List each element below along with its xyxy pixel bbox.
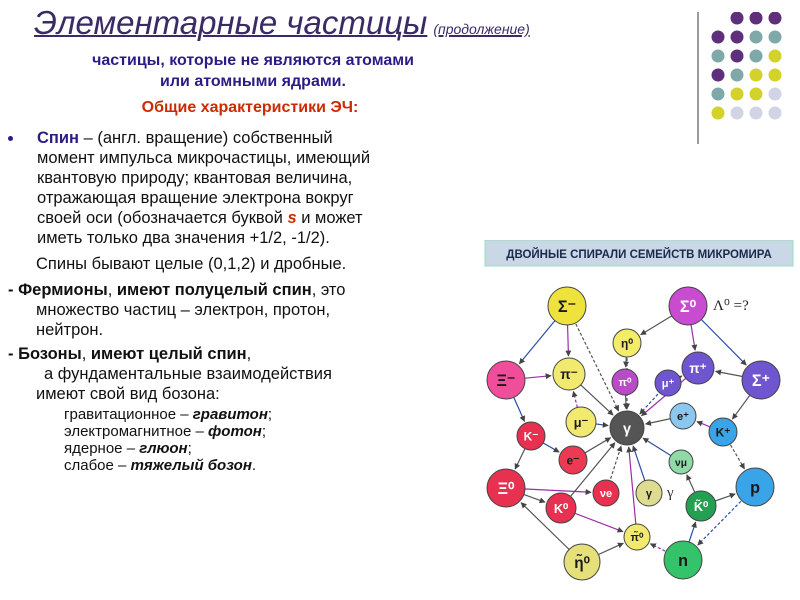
gamma-label: γ — [667, 485, 674, 501]
decorative-dot — [769, 50, 782, 63]
particle-label: K⁰ — [553, 500, 569, 516]
particle-label: Σ⁺ — [751, 372, 771, 391]
spin-line-3: квантовую природу; квантовая величина, — [37, 169, 353, 187]
slide-title — [34, 4, 530, 42]
decorative-dot — [769, 12, 782, 25]
particle-node — [664, 541, 702, 579]
spin-kinds: Спины бывают целые (0,1,2) и дробные. — [36, 255, 347, 273]
diagram-banner-text: ДВОЙНЫЕ СПИРАЛИ СЕМЕЙСТВ МИКРОМИРА — [506, 249, 772, 261]
decorative-dot — [712, 31, 725, 44]
particle-node — [736, 468, 774, 506]
decorative-dot — [750, 69, 763, 82]
particle-label: π⁰ — [618, 377, 632, 390]
spin-line-1: – (англ. вращение) собственный — [79, 129, 333, 147]
particle-node — [553, 358, 585, 390]
particle-node — [709, 418, 737, 446]
boson-punct: . — [251, 457, 257, 474]
particle-node — [682, 352, 714, 384]
slide-title-main: Элементарные частицы — [34, 4, 428, 41]
boson-name: гравитон — [192, 406, 268, 423]
boson-punct: ; — [187, 440, 192, 457]
intro-line-2: или атомными ядрами. — [160, 73, 346, 90]
particle-node — [742, 361, 780, 399]
particle-node — [612, 369, 638, 395]
particle-node — [686, 491, 716, 521]
particle-node — [593, 480, 619, 506]
spin-line-5a: своей оси (обозначается буквой — [37, 209, 288, 227]
fermions-line-3: нейтрон. — [36, 321, 104, 339]
decorative-dot — [750, 31, 763, 44]
bullet-dot — [8, 136, 13, 141]
fermions-block — [8, 280, 498, 340]
diagram-nodes — [487, 287, 780, 580]
decorative-dot — [731, 12, 744, 25]
particle-label: η⁰ — [620, 336, 634, 351]
spin-letter: s — [287, 209, 297, 227]
boson-name: фотон — [208, 423, 262, 440]
boson-kind: электромагнитное – — [64, 423, 209, 440]
particle-node — [517, 422, 545, 450]
particle-node — [566, 407, 596, 437]
boson-kind: слабое – — [64, 457, 131, 474]
particle-label: π̃⁰ — [630, 532, 644, 545]
bosons-block — [8, 344, 498, 404]
fermions-spin: имеют полуцелый спин — [116, 281, 312, 299]
boson-item — [64, 440, 498, 457]
spin-line-2: момент импульса микрочастицы, имеющий — [37, 149, 371, 167]
decorative-dot — [731, 69, 744, 82]
spin-line-5b: и может — [296, 209, 363, 227]
particle-label: νμ — [675, 457, 687, 469]
particle-label: Ξ⁰ — [497, 480, 515, 499]
particle-label: π⁺ — [689, 361, 707, 377]
boson-name: тяжелый бозон — [130, 457, 252, 474]
particle-label: e⁺ — [677, 411, 689, 424]
boson-name: глюон — [139, 440, 188, 457]
spin-line-4: отражающая вращение электрона вокруг — [37, 189, 354, 207]
fermions-tail: , это — [311, 281, 346, 299]
particle-node — [548, 287, 586, 325]
boson-item — [64, 457, 498, 474]
decorative-dot — [769, 31, 782, 44]
particle-label: n — [678, 552, 688, 571]
particle-node — [669, 287, 707, 325]
decorative-dot — [731, 50, 744, 63]
particle-node — [487, 469, 525, 507]
boson-list — [64, 406, 498, 474]
decorative-dot — [750, 50, 763, 63]
particle-node — [559, 446, 587, 474]
particle-node — [564, 544, 600, 580]
boson-punct: ; — [267, 406, 273, 423]
boson-item — [64, 406, 498, 423]
boson-kind: гравитационное – — [64, 406, 193, 423]
decorative-dot — [769, 107, 782, 120]
particle-node — [636, 480, 662, 506]
decorative-dot — [769, 69, 782, 82]
decorative-dot — [712, 69, 725, 82]
particle-label: K⁻ — [523, 429, 539, 444]
intro-text — [18, 50, 488, 92]
particle-node — [624, 524, 650, 550]
fermions-sep: , — [107, 281, 117, 299]
decorative-dot-grid — [710, 12, 800, 132]
particle-label: μ⁺ — [661, 378, 675, 391]
decorative-dot — [712, 88, 725, 101]
decorative-dot — [750, 88, 763, 101]
decorative-dot — [712, 50, 725, 63]
intro-line-1: частицы, которые не являются атомами — [92, 52, 414, 69]
slide-title-sub: (продолжение) — [433, 21, 530, 37]
bosons-tail: , — [246, 345, 252, 363]
particle-node — [487, 361, 525, 399]
bosons-sep: , — [81, 345, 91, 363]
spin-term: Спин — [37, 129, 79, 147]
fermions-term: - Фермионы — [8, 281, 108, 299]
particle-label: γ — [645, 488, 653, 501]
spin-definition — [37, 128, 498, 248]
bosons-term: - Бозоны — [8, 345, 82, 363]
lambda-label: Λ⁰ =? — [713, 298, 749, 314]
spin-line-6: иметь только два значения +1/2, -1/2). — [37, 229, 330, 247]
decorative-dot — [769, 88, 782, 101]
decorative-dot — [712, 107, 725, 120]
particle-node — [610, 411, 644, 445]
particle-label: π⁻ — [560, 367, 578, 383]
particle-label: Ξ⁻ — [496, 372, 516, 391]
particle-label: μ⁻ — [573, 414, 589, 430]
slide-body — [8, 128, 498, 474]
particle-node — [546, 493, 576, 523]
bosons-line-2: а фундаментальные взаимодействия — [44, 365, 332, 383]
particle-spiral-diagram — [475, 240, 800, 600]
boson-punct: ; — [261, 423, 266, 440]
particle-label: Σ⁻ — [557, 298, 577, 317]
particle-label: e⁻ — [566, 453, 580, 468]
boson-item — [64, 423, 498, 440]
particle-label: K̃⁰ — [693, 498, 709, 514]
decorative-dot — [731, 31, 744, 44]
particle-label: p — [750, 479, 760, 498]
particle-node — [669, 450, 693, 474]
particle-label: νe — [599, 488, 613, 501]
fermions-line-2: множество частиц – электрон, протон, — [36, 301, 331, 319]
particle-label: Σ⁰ — [679, 298, 697, 317]
bosons-line-3: имеют свой вид бозона: — [36, 385, 220, 403]
decorative-dot — [750, 107, 763, 120]
decorative-dot — [750, 12, 763, 25]
particle-node — [670, 403, 696, 429]
particle-node — [613, 329, 641, 357]
decorative-dot — [731, 107, 744, 120]
particle-label: η̃⁰ — [574, 554, 590, 572]
particle-node — [655, 370, 681, 396]
decorative-dot — [731, 88, 744, 101]
characteristics-heading: Общие характеристики ЭЧ: — [141, 99, 359, 116]
particle-label: γ — [622, 421, 632, 438]
particle-label: K⁺ — [715, 425, 731, 440]
boson-kind: ядерное – — [64, 440, 140, 457]
divider-line — [697, 12, 699, 144]
bosons-spin: имеют целый спин — [90, 345, 247, 363]
